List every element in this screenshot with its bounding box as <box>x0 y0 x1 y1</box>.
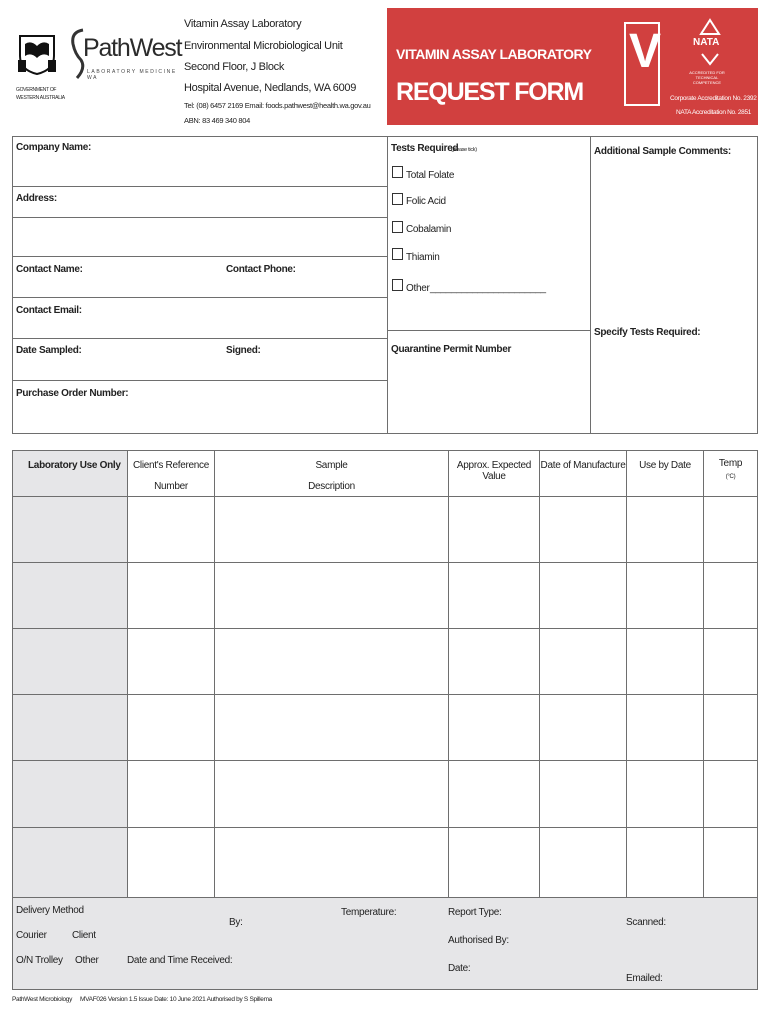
wa-crest-icon <box>14 30 60 76</box>
address-line-4: Hospital Avenue, Nedlands, WA 6009 <box>184 82 357 94</box>
doc-footer-left: PathWest Microbiology <box>12 996 73 1003</box>
title-banner <box>387 8 758 125</box>
delivery-on-trolley[interactable]: O/N Trolley <box>16 955 63 966</box>
address-line-1: Vitamin Assay Laboratory <box>184 18 302 30</box>
contact-email-field[interactable]: Contact Email: <box>16 305 82 316</box>
checkbox-cobalamin[interactable] <box>392 221 403 233</box>
table-header-divider <box>12 496 758 497</box>
specify-tests-field[interactable]: Specify Tests Required: <box>594 327 701 338</box>
table-row <box>12 827 758 828</box>
nata-accreditation: NATA Accreditation No. 2851 <box>676 109 752 116</box>
test-cobalamin: Cobalamin <box>406 224 452 235</box>
table-row <box>12 760 758 761</box>
header-client-ref-2: Number <box>154 481 188 492</box>
header-manufacture: Date of Manufacture <box>540 460 626 471</box>
header-sample-desc-2: Description <box>308 481 355 492</box>
header-client-ref-1: Client's Reference <box>133 460 209 471</box>
emailed-field[interactable]: Emailed: <box>626 973 663 984</box>
govt-logo <box>14 30 60 92</box>
signed-field[interactable]: Signed: <box>226 345 261 356</box>
contact-phone-field[interactable]: Contact Phone: <box>226 264 296 275</box>
other-blank-line[interactable]: ______________________ <box>430 283 546 294</box>
corp-accreditation: Corporate Accreditation No. 2392 <box>670 95 757 102</box>
tests-required-title: Tests Required <box>391 143 459 154</box>
banner-line-2: REQUEST FORM <box>396 78 583 106</box>
address-field[interactable]: Address: <box>16 193 57 204</box>
delivery-method-label: Delivery Method <box>16 905 84 916</box>
test-thiamin: Thiamin <box>406 252 440 263</box>
nata-triangle-icon <box>699 18 721 36</box>
delivery-courier[interactable]: Courier <box>16 930 47 941</box>
test-folic-acid: Folic Acid <box>406 196 446 207</box>
nata-label: NATA <box>693 37 720 48</box>
address-line-2: Environmental Microbiological Unit <box>184 40 343 52</box>
pathwest-brand: PathWest <box>83 34 182 62</box>
scanned-field[interactable]: Scanned: <box>626 917 666 928</box>
authorised-by-field[interactable]: Authorised By: <box>448 935 509 946</box>
nata-sub: ACCREDITED FOR TECHNICAL COMPETENCE <box>689 70 725 85</box>
checkbox-folic-acid[interactable] <box>392 193 403 205</box>
date-time-received-field[interactable]: Date and Time Received: <box>127 955 233 966</box>
govt-line-1: GOVERNMENT OF <box>16 87 57 93</box>
header-use-by: Use by Date <box>639 460 691 471</box>
test-other: Other <box>406 283 430 294</box>
banner-line-1: VITAMIN ASSAY LABORATORY <box>396 46 592 62</box>
govt-line-2: WESTERN AUSTRALIA <box>16 95 65 101</box>
date-sampled-field[interactable]: Date Sampled: <box>16 345 82 356</box>
quarantine-permit-field[interactable]: Quarantine Permit Number <box>391 344 512 355</box>
purchase-order-field[interactable]: Purchase Order Number: <box>16 388 129 399</box>
delivery-client[interactable]: Client <box>72 930 96 941</box>
table-row <box>12 562 758 563</box>
address-line-3: Second Floor, J Block <box>184 61 285 73</box>
report-type-field[interactable]: Report Type: <box>448 907 502 918</box>
by-field[interactable]: By: <box>229 917 243 928</box>
v-logo-letter: V <box>629 25 662 78</box>
header-temp: Temp <box>718 458 743 469</box>
header-expected-value: Approx. Expected Value <box>456 460 532 482</box>
checkbox-other[interactable] <box>392 279 403 291</box>
header-lab-use: Laboratory Use Only <box>28 460 121 471</box>
additional-comments-field[interactable]: Additional Sample Comments: <box>594 146 731 157</box>
doc-footer-right: MVAF026 Version 1.5 Issue Date: 10 June 2021 Authorised by S Spillema <box>80 996 273 1003</box>
table-row <box>12 694 758 695</box>
pathwest-logo <box>69 24 182 81</box>
company-name-field[interactable]: Company Name: <box>16 142 92 153</box>
sample-table <box>12 450 758 898</box>
nata-tick-icon <box>700 52 720 66</box>
contact-line: Tel: (08) 6457 2169 Email: foods.pathwest@health.wa.gov.au <box>184 101 371 110</box>
table-row <box>12 628 758 629</box>
pathwest-sub: LABORATORY MEDICINE WA <box>87 69 177 81</box>
delivery-other[interactable]: Other <box>75 955 99 966</box>
v-logo-box <box>624 22 660 106</box>
abn: ABN: 83 469 340 804 <box>184 116 251 125</box>
header-sample-desc-1: Sample <box>315 460 348 471</box>
header-temp-unit: (°C) <box>725 474 736 480</box>
checkbox-thiamin[interactable] <box>392 248 403 260</box>
checkbox-total-folate[interactable] <box>392 166 403 178</box>
test-total-folate: Total Folate <box>406 170 455 181</box>
date-field[interactable]: Date: <box>448 963 471 974</box>
temperature-field[interactable]: Temperature: <box>341 907 397 918</box>
tests-required-note: (please tick) <box>451 147 477 153</box>
contact-name-field[interactable]: Contact Name: <box>16 264 83 275</box>
